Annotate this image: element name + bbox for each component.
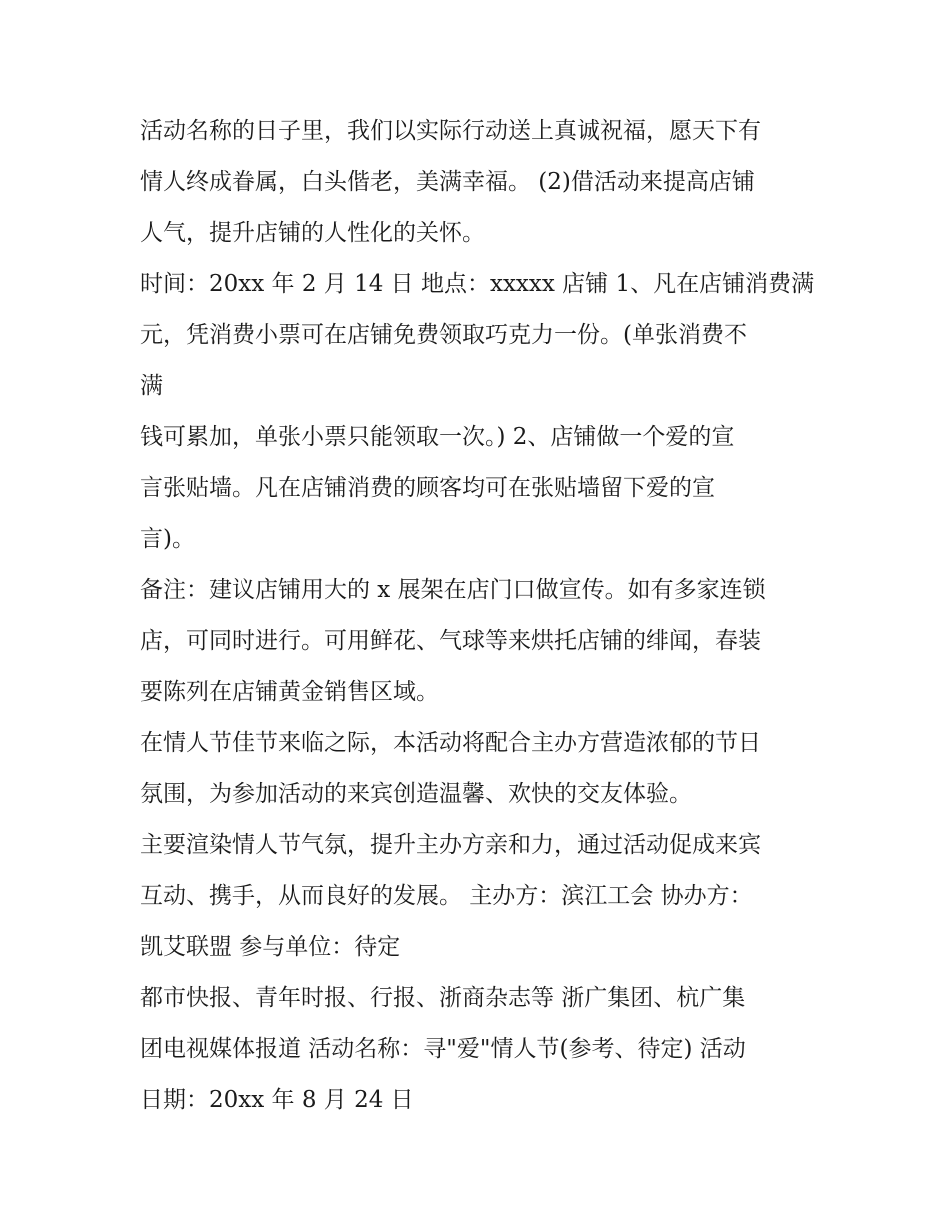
- text-line: 元，凭消费小票可在店铺免费领取巧克力一份。(单张消费不: [140, 322, 747, 348]
- text-line: 都市快报、青年时报、行报、浙商杂志等 浙广集团、杭广集: [140, 985, 746, 1011]
- text-line: 团电视媒体报道 活动名称：寻"爱"情人节(参考、待定) 活动: [140, 1036, 746, 1062]
- text-line: 要陈列在店铺黄金销售区域。: [140, 679, 439, 705]
- text-line: 时间：20xx 年 2 月 14 日 地点：xxxxx 店铺 1、凡在店铺消费满: [140, 271, 815, 297]
- document-body: [140, 106, 820, 1126]
- text-line: 人气，提升店铺的人性化的关怀。: [140, 220, 485, 246]
- text-line: 氛围，为参加活动的来宾创造温馨、欢快的交友体验。: [140, 781, 692, 807]
- text-line: 言)。: [140, 526, 195, 552]
- text-line: 日期：20xx 年 8 月 24 日: [140, 1087, 414, 1113]
- text-line: 互动、携手，从而良好的发展。 主办方：滨江工会 协办方：: [140, 883, 753, 909]
- text-line: 活动名称的日子里，我们以实际行动送上真诚祝福，愿天下有: [140, 118, 761, 144]
- text-line: 情人终成眷属，白头偕老，美满幸福。 (2)借活动来提高店铺: [140, 169, 755, 195]
- text-line: 主要渲染情人节气氛，提升主办方亲和力，通过活动促成来宾: [140, 832, 761, 858]
- text-line: 钱可累加，单张小票只能领取一次。) 2、店铺做一个爱的宣: [140, 424, 735, 450]
- text-line: 备注：建议店铺用大的 x 展架在店门口做宣传。如有多家连锁: [140, 577, 766, 603]
- text-line: 满: [140, 373, 163, 399]
- text-line: 在情人节佳节来临之际，本活动将配合主办方营造浓郁的节日: [140, 730, 761, 756]
- text-line: 凯艾联盟 参与单位：待定: [140, 934, 401, 960]
- text-line: 店，可同时进行。可用鲜花、气球等来烘托店铺的绯闻，春装: [140, 628, 761, 654]
- text-line: 言张贴墙。凡在店铺消费的顾客均可在张贴墙留下爱的宣: [140, 475, 715, 501]
